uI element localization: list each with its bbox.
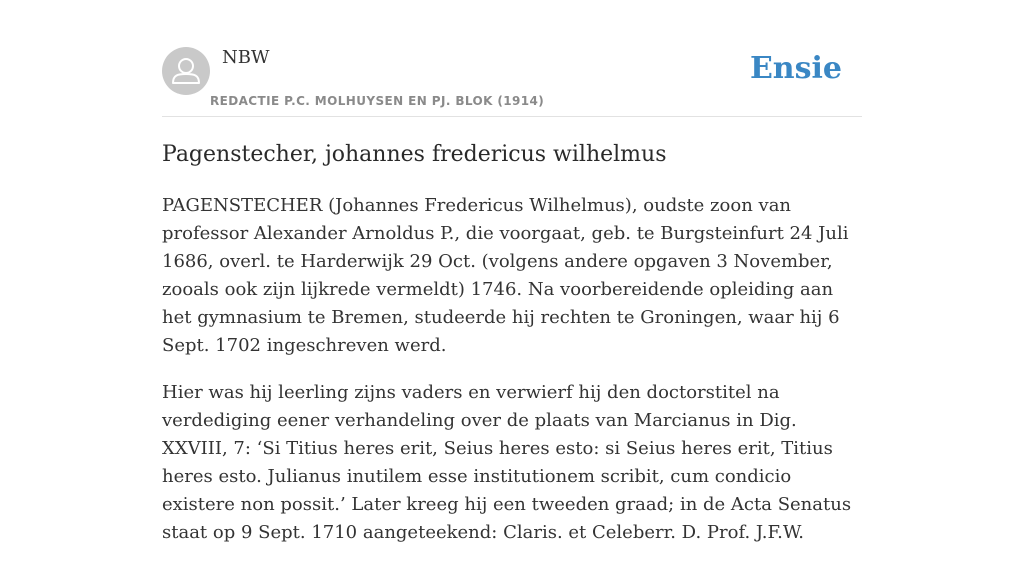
- user-icon: [162, 47, 210, 95]
- author-byline: REDACTIE P.C. MOLHUYSEN EN PJ. BLOK (1914): [210, 94, 545, 108]
- article-body: [162, 192, 862, 566]
- article-header: [162, 0, 862, 117]
- avatar[interactable]: [162, 47, 210, 95]
- article-paragraph: PAGENSTECHER (Johannes Fredericus Wilhelmus), oudste zoon van professor Alexander Arnoldus P., die voorgaat, geb. te Burgsteinfurt 24 Juli 1686, overl. te Harderwijk 29 Oct. (volgens andere opgaven 3 November, zooals ook zijn lijkrede vermeldt) 1746. Na voorbereidende opleiding aan het gymnasium te Bremen, studeerde hij rechten te Groningen, waar hij 6 Sept. 1702 ingeschreven werd.: [162, 195, 849, 356]
- site-logo[interactable]: Ensie: [749, 51, 842, 86]
- article-title: Pagenstecher, johannes fredericus wilhelmus: [162, 142, 667, 167]
- article-paragraph: Hier was hij leerling zijns vaders en verwierf hij den doctorstitel na verdediging eener verhandeling over de plaats van Marcianus in Dig. XXVIII, 7: ‘Si Titius heres erit, Seius heres esto: si Seius heres erit, Titius heres esto. Julianus inutilem esse institutionem scribit, cum condicio existere non possit.’ Later kreeg hij een tweeden graad; in de Acta Senatus staat op 9 Sept. 1710 aangeteekend: Claris. et Celeberr. D. Prof. J.F.W.: [162, 382, 852, 543]
- author-name[interactable]: NBW: [222, 47, 270, 68]
